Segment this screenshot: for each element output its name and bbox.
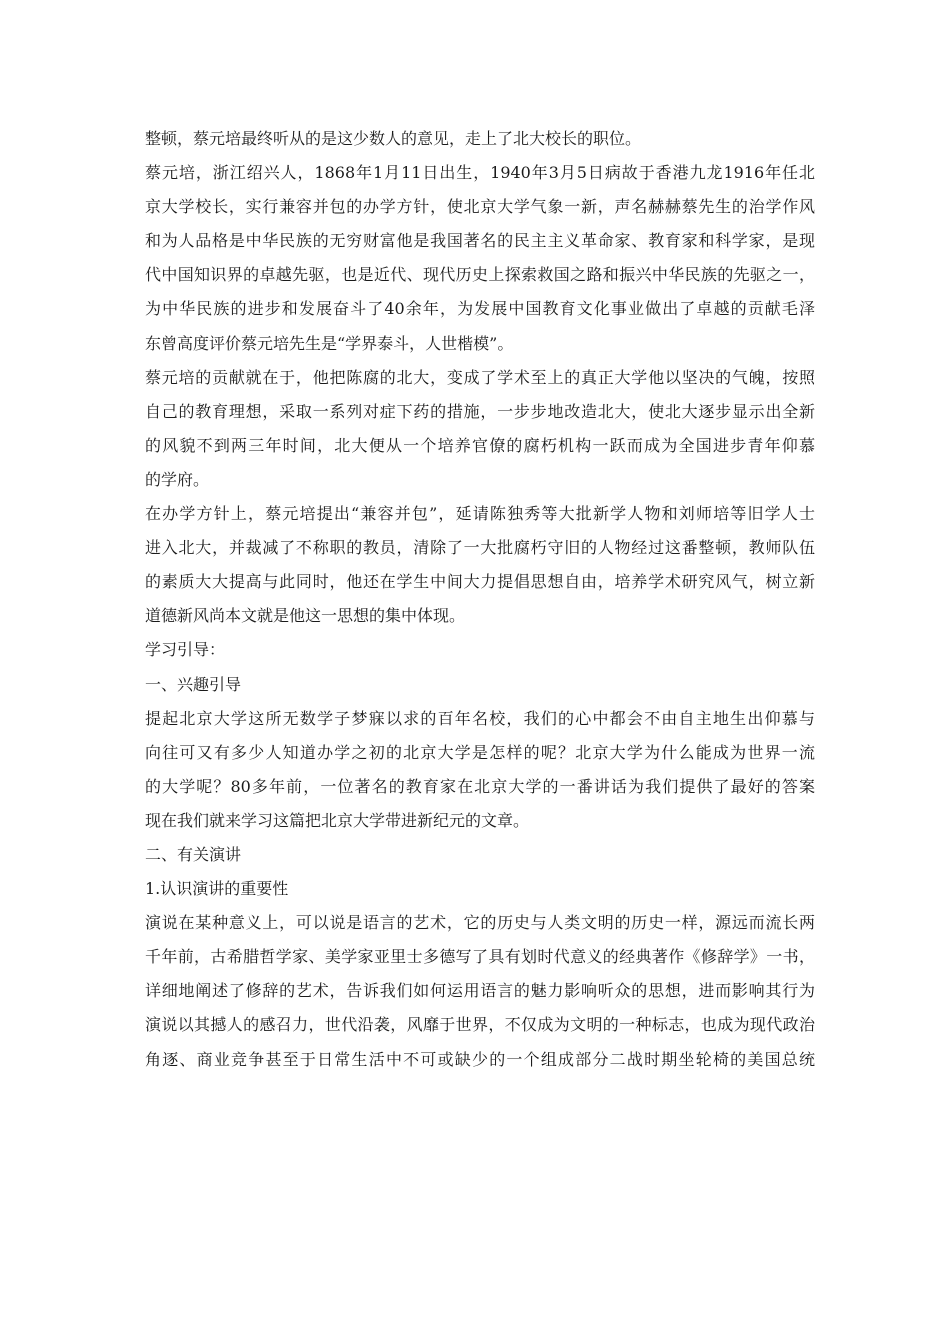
text-line: 的大学呢？80多年前，一位著名的教育家在北京大学的一番讲话为我们提供了最好的答案 bbox=[145, 776, 815, 796]
text-line: 现在我们就来学习这篇把北京大学带进新纪元的文章。 bbox=[145, 810, 530, 830]
section-heading: 1.认识演讲的重要性 bbox=[145, 879, 289, 899]
text-line: 向往可又有多少人知道办学之初的北京大学是怎样的呢？北京大学为什么能成为世界一流 bbox=[145, 742, 815, 762]
text-line: 蔡元培，浙江绍兴人，1868年1月11日出生，1940年3月5日病故于香港九龙1916年任北 bbox=[145, 163, 815, 183]
text-line: 自己的教育理想，采取一系列对症下药的措施，一步步地改造北大，使北大逐步显示出全新 bbox=[145, 401, 815, 421]
text-line: 东曾高度评价蔡元培先生是“学界泰斗，人世楷模”。 bbox=[145, 333, 514, 353]
text-line: 演说以其撼人的感召力，世代沿袭，风靡于世界，不仅成为文明的一种标志，也成为现代政治 bbox=[145, 1015, 815, 1035]
text-line: 提起北京大学这所无数学子梦寐以求的百年名校，我们的心中都会不由自主地生出仰慕与 bbox=[145, 708, 815, 728]
text-line: 代中国知识界的卓越先驱，也是近代、现代历史上探索救国之路和振兴中华民族的先驱之一， bbox=[145, 265, 815, 285]
text-line: 千年前，古希腊哲学家、美学家亚里士多德写了具有划时代意义的经典著作《修辞学》一书， bbox=[145, 947, 815, 967]
text-line: 详细地阐述了修辞的艺术，告诉我们如何运用语言的魅力影响听众的思想，进而影响其行为 bbox=[145, 981, 815, 1001]
text-line: 和为人品格是中华民族的无穷财富他是我国著名的民主主义革命家、教育家和科学家，是现 bbox=[145, 231, 815, 251]
text-line: 整顿，蔡元培最终听从的是这少数人的意见，走上了北大校长的职位。 bbox=[145, 129, 642, 148]
text-line: 为中华民族的进步和发展奋斗了40余年，为发展中国教育文化事业做出了卓越的贡献毛泽 bbox=[145, 299, 815, 319]
text-line: 角逐、商业竞争甚至于日常生活中不可或缺少的一个组成部分二战时期坐轮椅的美国总统 bbox=[145, 1049, 815, 1069]
section-heading: 学习引导： bbox=[145, 640, 226, 660]
section-heading: 一、兴趣引导 bbox=[145, 674, 242, 694]
text-line: 的学府。 bbox=[145, 469, 210, 489]
text-line: 进入北大，并裁减了不称职的教员，清除了一大批腐朽守旧的人物经过这番整顿，教师队伍 bbox=[145, 538, 815, 558]
text-line: 京大学校长，实行兼容并包的办学方针，使北京大学气象一新，声名赫赫蔡先生的治学作风 bbox=[145, 197, 815, 217]
text-line: 在办学方针上，蔡元培提出“兼容并包”，延请陈独秀等大批新学人物和刘师培等旧学人士 bbox=[145, 504, 815, 524]
text-line: 演说在某种意义上，可以说是语言的艺术，它的历史与人类文明的历史一样，源远而流长两 bbox=[145, 913, 815, 933]
text-line: 蔡元培的贡献就在于，他把陈腐的北大，变成了学术至上的真正大学他以坚决的气魄，按照 bbox=[145, 367, 815, 387]
text-line: 的素质大大提高与此同时，他还在学生中间大力提倡思想自由，培养学术研究风气，树立新 bbox=[145, 572, 815, 592]
text-line: 道德新风尚本文就是他这一思想的集中体现。 bbox=[145, 606, 466, 626]
section-heading: 二、有关演讲 bbox=[145, 844, 242, 864]
text-line: 的风貌不到两三年时间，北大便从一个培养官僚的腐朽机构一跃而成为全国进步青年仰慕 bbox=[145, 435, 815, 455]
document-page bbox=[145, 122, 815, 1077]
